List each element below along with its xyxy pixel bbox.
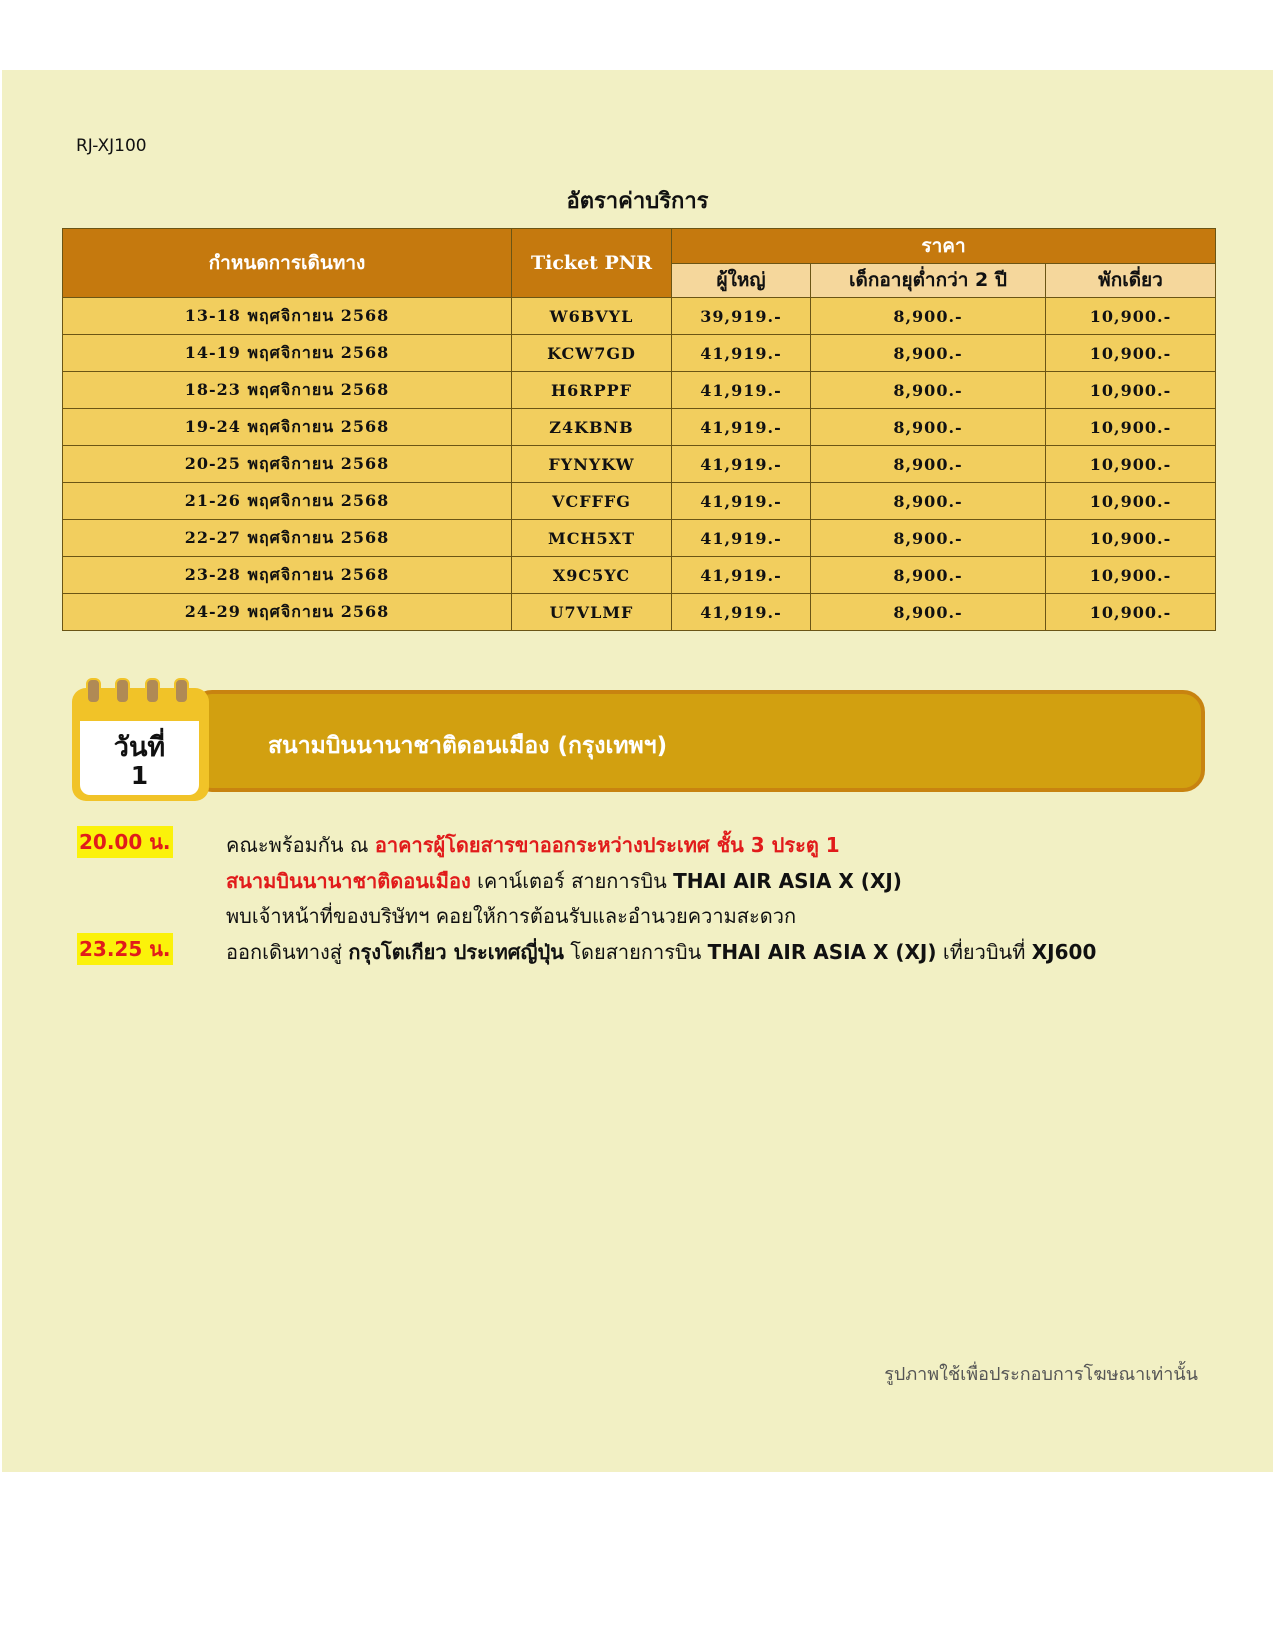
- cell-single: 10,900.-: [1046, 520, 1216, 557]
- cell-child: 8,900.-: [811, 335, 1046, 372]
- cell-adult: 41,919.-: [672, 520, 811, 557]
- footer-note: รูปภาพใช้เพื่อประกอบการโฆษณาเท่านั้น: [884, 1364, 1198, 1385]
- time-badge: 23.25 น.: [77, 933, 173, 965]
- cell-child: 8,900.-: [811, 520, 1046, 557]
- cell-adult: 41,919.-: [672, 335, 811, 372]
- table-row: [63, 446, 1216, 483]
- cell-single: 10,900.-: [1046, 594, 1216, 631]
- cell-pnr: U7VLMF: [512, 594, 672, 631]
- cell-date: 14-19 พฤศจิกายน 2568: [63, 335, 512, 372]
- cell-child: 8,900.-: [811, 594, 1046, 631]
- cell-adult: 41,919.-: [672, 409, 811, 446]
- cell-single: 10,900.-: [1046, 298, 1216, 335]
- airline-name: THAI AIR ASIA X (XJ): [707, 940, 937, 964]
- cell-date: 23-28 พฤศจิกายน 2568: [63, 557, 512, 594]
- cell-child: 8,900.-: [811, 446, 1046, 483]
- cell-date: 22-27 พฤศจิกายน 2568: [63, 520, 512, 557]
- highlight-text: อาคารผู้โดยสารขาออกระหว่างประเทศ ชั้น 3 ประตู 1: [374, 833, 840, 857]
- header-single: พักเดี่ยว: [1046, 263, 1216, 298]
- cell-date: 18-23 พฤศจิกายน 2568: [63, 372, 512, 409]
- day-title: สนามบินนานาชาติดอนเมือง (กรุงเทพฯ): [268, 733, 668, 759]
- rates-title: อัตราค่าบริการ: [566, 189, 709, 214]
- cell-child: 8,900.-: [811, 409, 1046, 446]
- cell-pnr: VCFFFG: [512, 483, 672, 520]
- text: เที่ยวบินที่: [936, 940, 1032, 964]
- cell-single: 10,900.-: [1046, 409, 1216, 446]
- cell-pnr: H6RPPF: [512, 372, 672, 409]
- calendar-ring-icon: [145, 678, 160, 704]
- cell-adult: 41,919.-: [672, 557, 811, 594]
- cell-child: 8,900.-: [811, 372, 1046, 409]
- cell-single: 10,900.-: [1046, 483, 1216, 520]
- cell-adult: 41,919.-: [672, 372, 811, 409]
- rates-table: [62, 228, 1216, 631]
- text: เคาน์เตอร์ สายการบิน: [470, 869, 674, 893]
- cell-date: 21-26 พฤศจิกายน 2568: [63, 483, 512, 520]
- cell-pnr: FYNYKW: [512, 446, 672, 483]
- cell-adult: 39,919.-: [672, 298, 811, 335]
- cell-pnr: KCW7GD: [512, 335, 672, 372]
- header-adult: ผู้ใหญ่: [672, 263, 811, 298]
- header-child: เด็กอายุต่ำกว่า 2 ปี: [811, 263, 1046, 298]
- day-number: 1: [130, 761, 149, 790]
- itinerary-line: พบเจ้าหน้าที่ของบริษัทฯ คอยให้การต้อนรับและอำนวยความสะดวก: [226, 904, 797, 928]
- cell-date: 20-25 พฤศจิกายน 2568: [63, 446, 512, 483]
- table-row: [63, 298, 1216, 335]
- text: ออกเดินทางสู่: [226, 940, 349, 964]
- itinerary-line: [226, 829, 840, 861]
- header-travel: กำหนดการเดินทาง: [63, 229, 512, 298]
- cell-pnr: X9C5YC: [512, 557, 672, 594]
- cell-date: 24-29 พฤศจิกายน 2568: [63, 594, 512, 631]
- cell-pnr: Z4KBNB: [512, 409, 672, 446]
- destination: กรุงโตเกียว ประเทศญี่ปุ่น: [348, 940, 564, 964]
- highlight-text: สนามบินนานาชาติดอนเมือง: [226, 869, 471, 893]
- table-row: [63, 335, 1216, 372]
- calendar-page: [80, 721, 199, 795]
- cell-adult: 41,919.-: [672, 446, 811, 483]
- calendar-ring-icon: [86, 678, 101, 704]
- cell-pnr: W6BVYL: [512, 298, 672, 335]
- table-row: [63, 409, 1216, 446]
- day-label: วันที่: [113, 732, 166, 763]
- cell-date: 13-18 พฤศจิกายน 2568: [63, 298, 512, 335]
- cell-child: 8,900.-: [811, 557, 1046, 594]
- cell-date: 19-24 พฤศจิกายน 2568: [63, 409, 512, 446]
- cell-single: 10,900.-: [1046, 446, 1216, 483]
- cell-single: 10,900.-: [1046, 372, 1216, 409]
- cell-child: 8,900.-: [811, 483, 1046, 520]
- header-pnr: Ticket PNR: [512, 229, 672, 298]
- rates-body: [63, 298, 1216, 631]
- cell-child: 8,900.-: [811, 298, 1046, 335]
- itinerary-line: [226, 936, 1096, 968]
- document-code: RJ-XJ100: [76, 136, 147, 156]
- calendar-ring-icon: [115, 678, 130, 704]
- table-row: [63, 483, 1216, 520]
- cell-pnr: MCH5XT: [512, 520, 672, 557]
- text: โดยสายการบิน: [563, 940, 708, 964]
- table-row: [63, 557, 1216, 594]
- table-row: [63, 520, 1216, 557]
- time-badge: 20.00 น.: [77, 826, 173, 858]
- header-price: ราคา: [672, 229, 1216, 264]
- table-row: [63, 594, 1216, 631]
- itinerary-line: [226, 865, 902, 897]
- cell-single: 10,900.-: [1046, 557, 1216, 594]
- text: คณะพร้อมกัน ณ: [226, 833, 375, 857]
- cell-adult: 41,919.-: [672, 483, 811, 520]
- cell-adult: 41,919.-: [672, 594, 811, 631]
- table-row: [63, 372, 1216, 409]
- airline-name: THAI AIR ASIA X (XJ): [673, 869, 902, 893]
- calendar-ring-icon: [174, 678, 189, 704]
- flight-number: XJ600: [1031, 940, 1097, 964]
- cell-single: 10,900.-: [1046, 335, 1216, 372]
